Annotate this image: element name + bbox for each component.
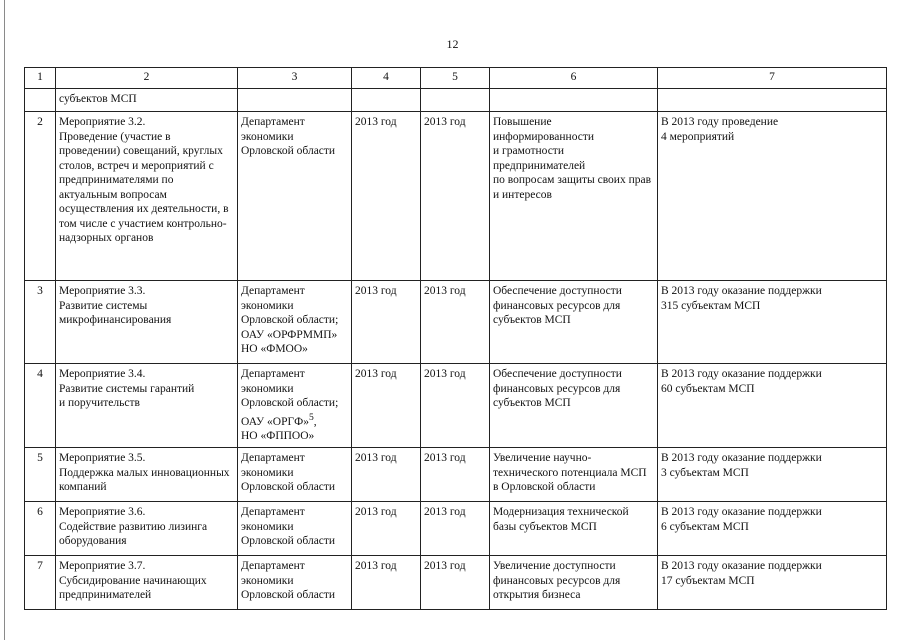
indicator-cell: В 2013 году оказание поддержки 3 субъектам МСП: [658, 448, 887, 502]
measure-cell: Мероприятие 3.2. Проведение (участие в проведении) совещаний, круглых столов, встреч и мероприятий с предпринимателями по актуальным вопросам осуществления их деятельности, в том числе с участием контрольно-надзорных органов: [56, 112, 238, 281]
start-date-cell: 2013 год: [352, 556, 421, 610]
executor-text-tail: , НО «ФППОО»: [241, 415, 317, 442]
row-number: 4: [25, 364, 56, 448]
row-number: 5: [25, 448, 56, 502]
column-header: 4: [352, 68, 421, 89]
result-cell: Повышение информированности и грамотности предпринимателей по вопросам защиты своих прав и интересов: [490, 112, 658, 281]
executor-cell: [238, 364, 352, 448]
column-header: 1: [25, 68, 56, 89]
row-number: 6: [25, 502, 56, 556]
column-header: 6: [490, 68, 658, 89]
start-date-cell: 2013 год: [352, 281, 421, 364]
result-cell: Увеличение доступности финансовых ресурсов для открытия бизнеса: [490, 556, 658, 610]
indicator-cell: В 2013 году оказание поддержки 60 субъектам МСП: [658, 364, 887, 448]
indicator-cell: В 2013 году проведение 4 мероприятий: [658, 112, 887, 281]
result-cell: Обеспечение доступности финансовых ресурсов для субъектов МСП: [490, 281, 658, 364]
end-date-cell: 2013 год: [421, 112, 490, 281]
column-header: 7: [658, 68, 887, 89]
executor-cell: Департамент экономики Орловской области: [238, 556, 352, 610]
indicator-cell: В 2013 году оказание поддержки 6 субъектам МСП: [658, 502, 887, 556]
row-number: 2: [25, 112, 56, 281]
page-number: 12: [446, 37, 459, 51]
page-edge-line: [4, 0, 5, 640]
indicator-cell: В 2013 году оказание поддержки 315 субъектам МСП: [658, 281, 887, 364]
executor-cell: Департамент экономики Орловской области: [238, 112, 352, 281]
table-row: [25, 556, 887, 610]
measure-cell: Мероприятие 3.5. Поддержка малых инновационных компаний: [56, 448, 238, 502]
measure-cell: Мероприятие 3.4. Развитие системы гарантий и поручительств: [56, 364, 238, 448]
start-date-cell: 2013 год: [352, 364, 421, 448]
column-number-row: [25, 68, 887, 89]
executor-cell: Департамент экономики Орловской области: [238, 448, 352, 502]
column-header: 3: [238, 68, 352, 89]
start-date-cell: 2013 год: [352, 112, 421, 281]
executor-cell: Департамент экономики Орловской области; ОАУ «ОРФРММП» НО «ФМОО»: [238, 281, 352, 364]
result-cell: Обеспечение доступности финансовых ресурсов для субъектов МСП: [490, 364, 658, 448]
table-row: [25, 448, 887, 502]
measure-cell: Мероприятие 3.3. Развитие системы микрофинансирования: [56, 281, 238, 364]
result-cell: Модернизация технической базы субъектов МСП: [490, 502, 658, 556]
table-row: [25, 281, 887, 364]
column-header: 5: [421, 68, 490, 89]
start-date-cell: 2013 год: [352, 502, 421, 556]
footnote-marker: 5: [308, 411, 314, 423]
measure-cell: Мероприятие 3.7. Субсидирование начинающих предпринимателей: [56, 556, 238, 610]
measure-cell: Мероприятие 3.6. Содействие развитию лизинга оборудования: [56, 502, 238, 556]
measures-table: [24, 67, 887, 610]
row-number: 3: [25, 281, 56, 364]
column-header: 2: [56, 68, 238, 89]
executor-text: Департамент экономики Орловской области; ОАУ «ОРГФ»: [241, 368, 339, 428]
continuation-text: субъектов МСП: [56, 89, 238, 112]
continuation-row: [25, 89, 887, 112]
end-date-cell: 2013 год: [421, 448, 490, 502]
end-date-cell: 2013 год: [421, 502, 490, 556]
row-number: 7: [25, 556, 56, 610]
table-row: [25, 364, 887, 448]
indicator-cell: В 2013 году оказание поддержки 17 субъектам МСП: [658, 556, 887, 610]
executor-cell: Департамент экономики Орловской области: [238, 502, 352, 556]
end-date-cell: 2013 год: [421, 281, 490, 364]
table-row: [25, 112, 887, 281]
table-row: [25, 502, 887, 556]
start-date-cell: 2013 год: [352, 448, 421, 502]
end-date-cell: 2013 год: [421, 364, 490, 448]
result-cell: Увеличение научно-технического потенциала МСП в Орловской области: [490, 448, 658, 502]
end-date-cell: 2013 год: [421, 556, 490, 610]
